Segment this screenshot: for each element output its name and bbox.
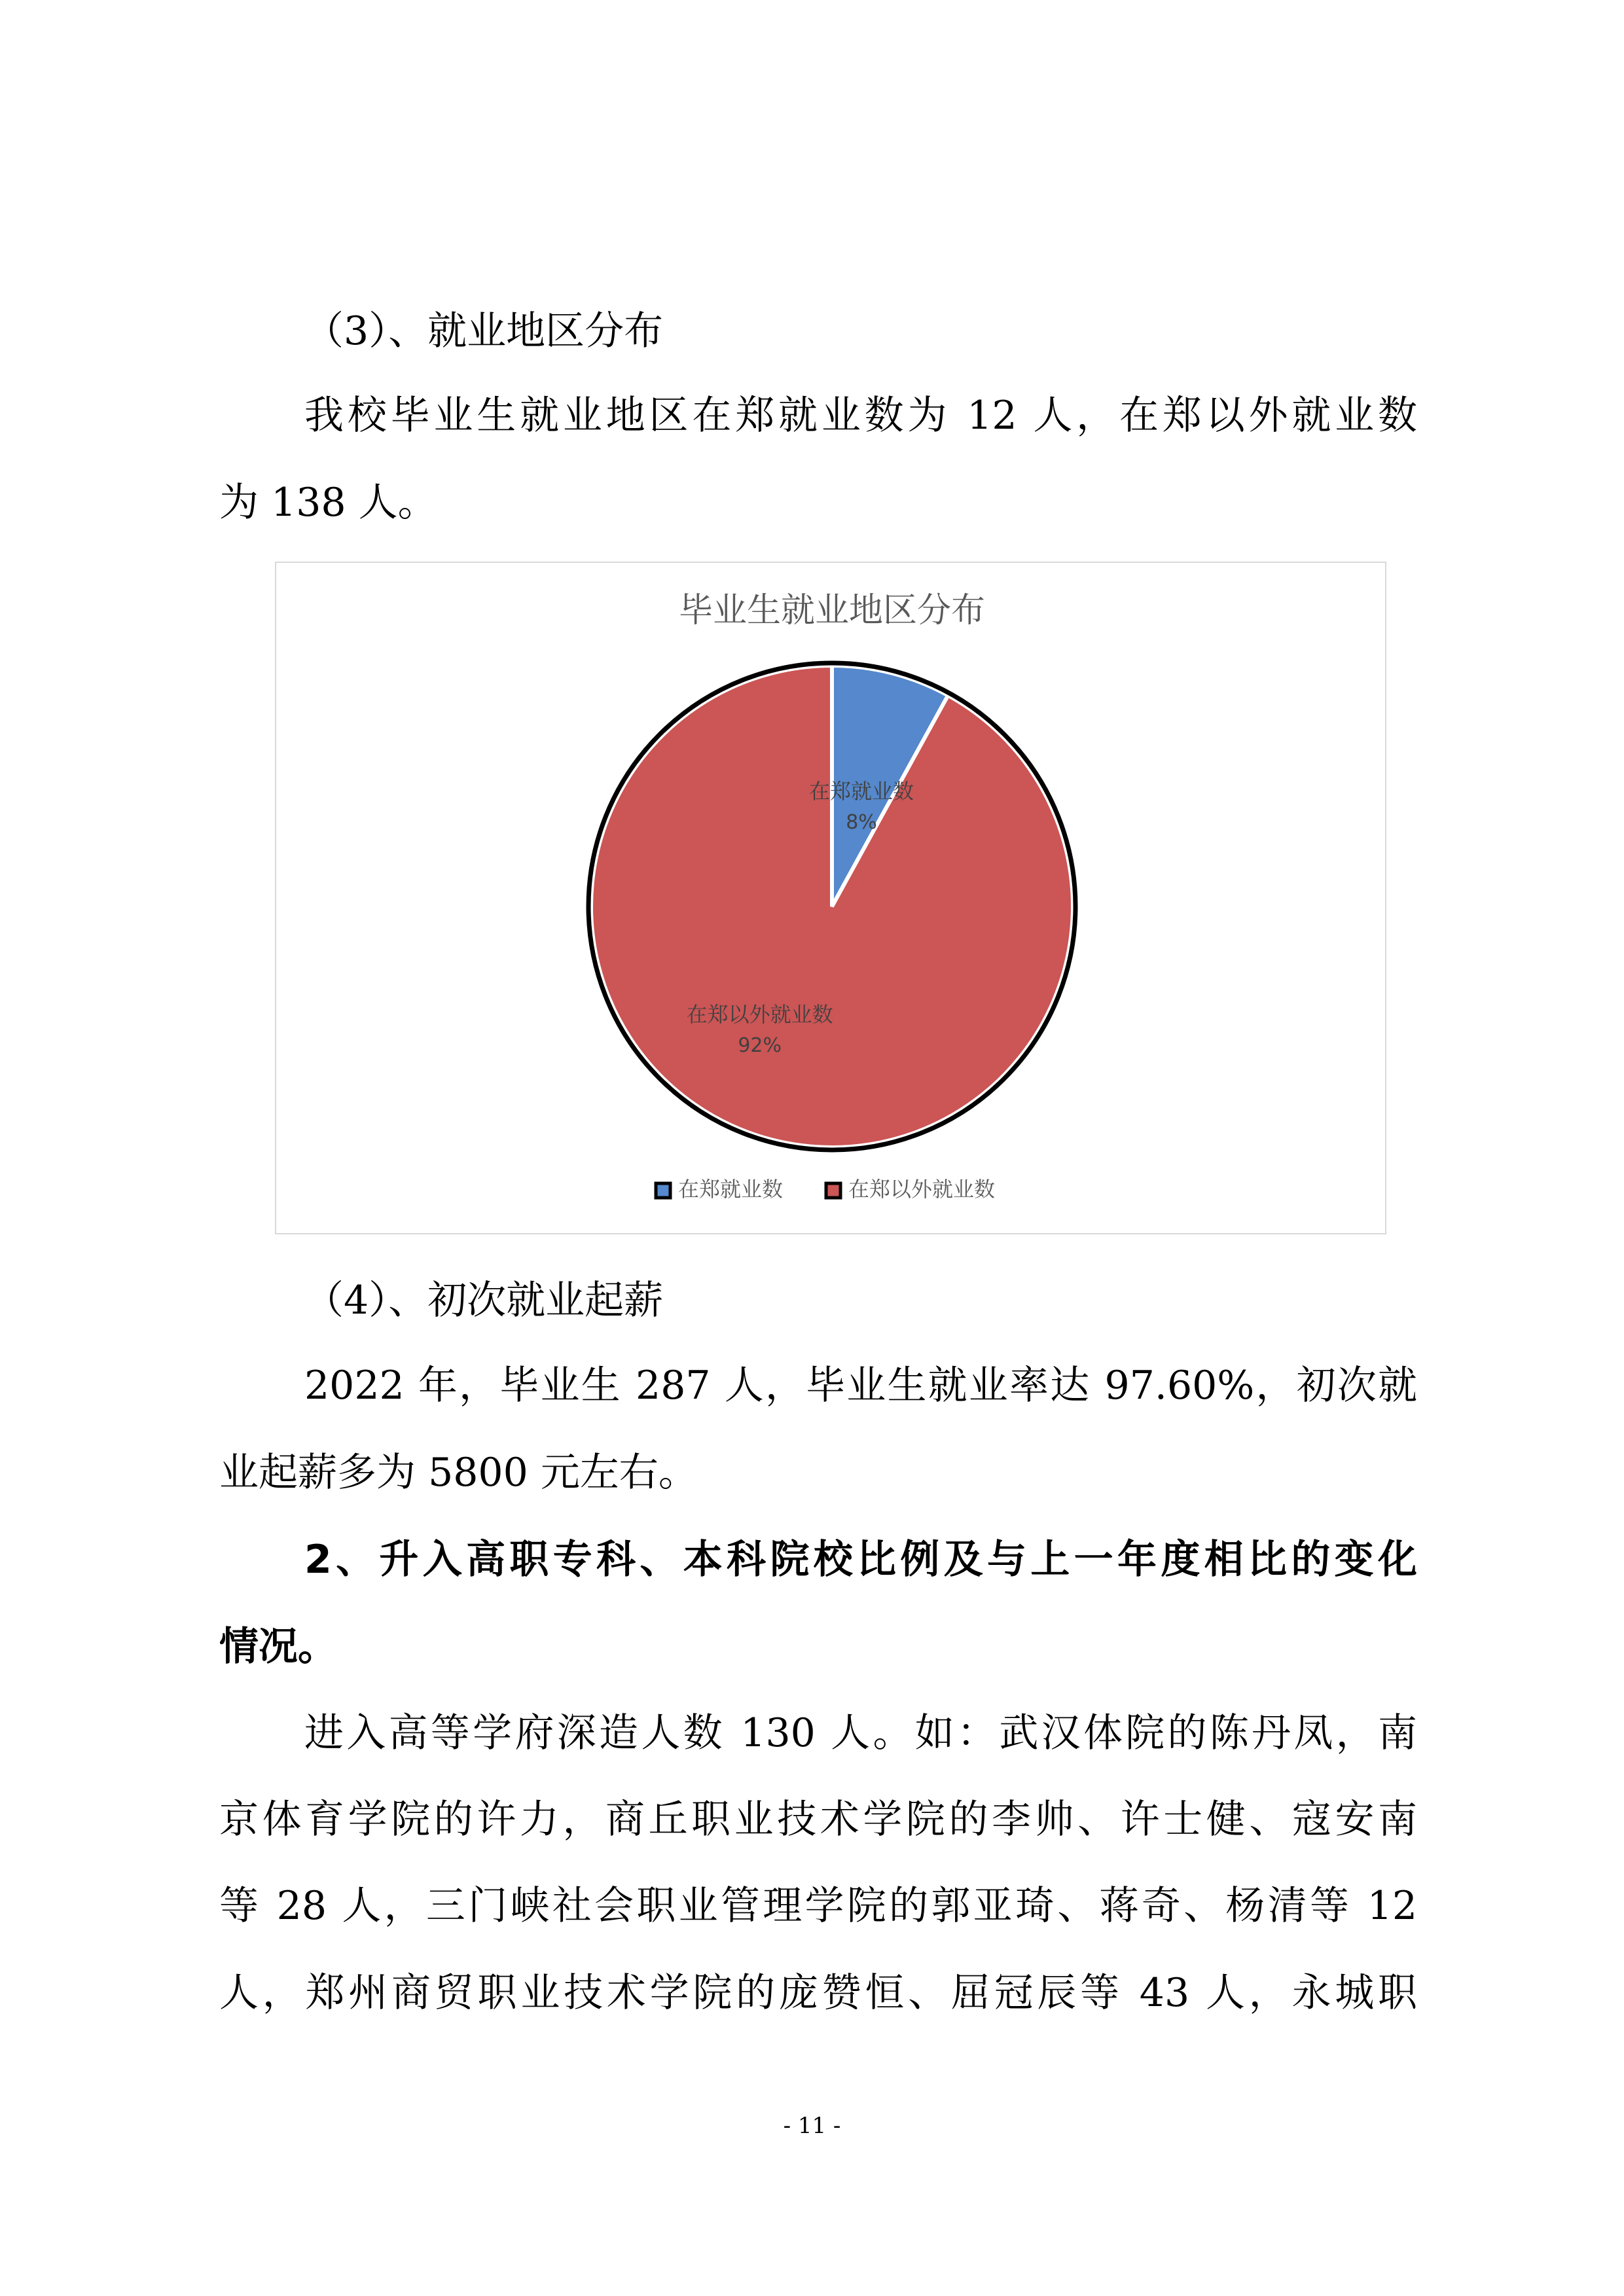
section3-heading: （3）、就业地区分布 [304, 308, 664, 354]
pie-label-name-2: 在郑以外就业数 [686, 1002, 833, 1028]
employment-region-chart [275, 562, 1386, 1234]
legend-swatch-1 [656, 1183, 670, 1198]
chart-legend [656, 1177, 995, 1202]
pie-label-percent-1: 8% [846, 811, 877, 834]
section2-paragraph-line1: 进入高等学府深造人数 130 人。如：武汉体院的陈丹凤，南 [304, 1710, 1417, 1756]
page-number: - 11 - [783, 2113, 841, 2139]
section2-heading-line1: 2、升入高职专科、本科院校比例及与上一年度相比的变化 [304, 1537, 1417, 1583]
section2-paragraph-line2: 京体育学院的许力，商丘职业技术学院的李帅、许士健、寇安南 [219, 1797, 1417, 1842]
section3-paragraph-line2: 为 138 人。 [219, 480, 437, 526]
legend-swatch-2 [826, 1183, 840, 1198]
pie-slices [588, 663, 1075, 1150]
section2-paragraph-line4: 人，郑州商贸职业技术学院的庞赞恒、屈冠辰等 43 人，永城职 [219, 1970, 1417, 2016]
section4-paragraph-line2: 业起薪多为 5800 元左右。 [219, 1450, 698, 1496]
pie-slice-2 [591, 666, 1073, 1147]
pie-chart-svg [276, 563, 1388, 1236]
section4-paragraph-line1: 2022 年，毕业生 287 人，毕业生就业率达 97.60%，初次就 [304, 1363, 1417, 1408]
legend-label-2: 在郑以外就业数 [848, 1177, 996, 1202]
section2-heading-line2: 情况。 [219, 1624, 337, 1670]
chart-title: 毕业生就业地区分布 [678, 591, 986, 630]
pie-label-name-1: 在郑就业数 [808, 779, 914, 804]
section2-paragraph-line3: 等 28 人，三门峡社会职业管理学院的郭亚琦、蒋奇、杨清等 12 [219, 1883, 1417, 1929]
pie-label-percent-2: 92% [738, 1034, 782, 1058]
section3-paragraph-line1: 我校毕业生就业地区在郑就业数为 12 人，在郑以外就业数 [304, 393, 1417, 439]
section4-heading: （4）、初次就业起薪 [304, 1278, 664, 1323]
legend-label-1: 在郑就业数 [678, 1177, 784, 1202]
